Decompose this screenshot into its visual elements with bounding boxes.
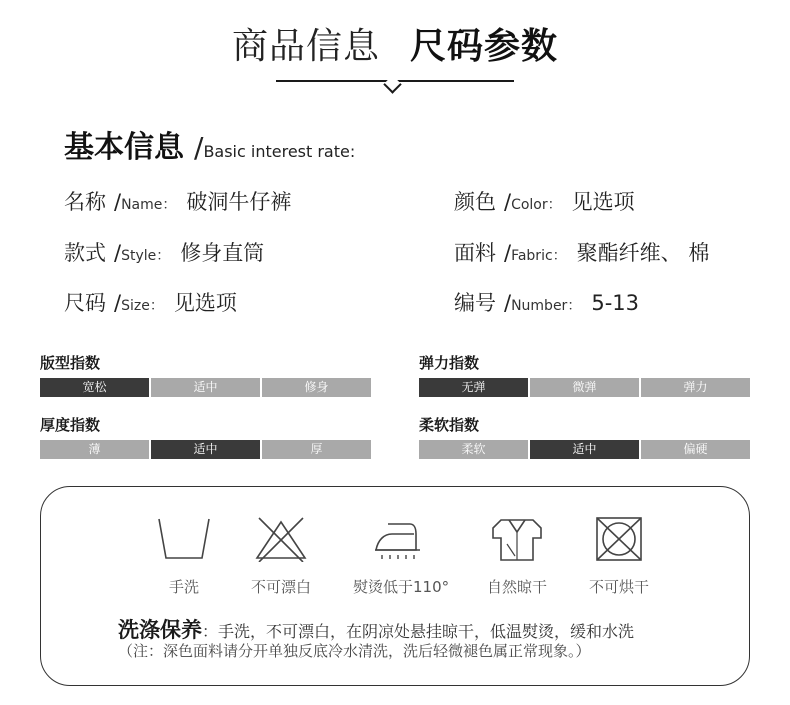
info-label: 编号 — [454, 291, 496, 315]
info-row-size — [64, 287, 237, 317]
care-label: 不可漂白 — [250, 578, 311, 596]
info-slash: / — [504, 291, 512, 315]
index-title: 厚度指数 — [40, 416, 101, 434]
info-label-en: Color： — [511, 197, 562, 213]
info-row-style — [64, 237, 264, 267]
info-label: 颜色 — [454, 190, 496, 214]
care-note: （注：深色面料请分开单独反底冷水清洗，洗后轻微褪色属正常现象。） — [118, 642, 591, 660]
index-title: 弹力指数 — [419, 354, 480, 372]
info-label: 款式 — [64, 241, 106, 265]
index-bar — [419, 378, 750, 397]
header-title-light: 商品信息 — [231, 26, 380, 67]
care-item-line-dry — [472, 516, 562, 597]
care-label: 熨烫低于110° — [353, 578, 450, 596]
no-tumble-dry-icon — [574, 516, 664, 562]
index-title: 柔软指数 — [419, 416, 480, 434]
info-label-en: Name： — [121, 197, 177, 213]
header-chevron-down-icon — [383, 75, 401, 93]
index-segment: 适中 — [151, 440, 260, 459]
info-label: 名称 — [64, 190, 106, 214]
care-body: ：手洗，不可漂白，在阴凉处悬挂晾干，低温熨烫，缓和水洗 — [202, 622, 635, 641]
info-label-en: Style： — [121, 248, 171, 264]
header-title-bold: 尺码参数 — [410, 26, 559, 67]
care-item-no-bleach — [236, 516, 326, 597]
care-label: 不可烘干 — [588, 578, 649, 596]
index-segment: 无弹 — [419, 378, 528, 397]
index-segment: 柔软 — [419, 440, 528, 459]
info-row-fabric — [454, 237, 709, 267]
no-bleach-icon — [236, 516, 326, 562]
index-softness — [419, 414, 750, 459]
index-thickness — [40, 414, 371, 459]
info-label-en: Number： — [511, 298, 582, 314]
info-value: 破洞牛仔裤 — [186, 190, 292, 214]
line-dry-icon — [472, 516, 562, 562]
hand-wash-icon — [139, 516, 229, 562]
care-item-low-iron — [353, 516, 450, 597]
info-label: 面料 — [454, 241, 496, 265]
index-segment: 宽松 — [40, 378, 149, 397]
page-header — [0, 18, 790, 68]
index-segment: 修身 — [262, 378, 371, 397]
info-row-color — [454, 186, 635, 216]
info-slash: / — [504, 241, 512, 265]
index-segment: 适中 — [151, 378, 260, 397]
low-iron-icon — [353, 516, 443, 562]
index-segment: 微弹 — [530, 378, 639, 397]
info-value: 见选项 — [173, 291, 237, 315]
info-slash: / — [114, 291, 122, 315]
care-label: 手洗 — [168, 578, 199, 596]
info-value: 见选项 — [571, 190, 635, 214]
basic-info-title — [64, 122, 355, 166]
index-segment: 偏硬 — [641, 440, 750, 459]
info-value: 聚酯纤维、 棉 — [576, 241, 710, 265]
care-title: 洗涤保养 — [118, 618, 202, 642]
care-label: 自然晾干 — [486, 578, 547, 596]
info-row-number — [454, 287, 639, 317]
info-value: 修身直筒 — [180, 241, 265, 265]
index-segment: 弹力 — [641, 378, 750, 397]
info-slash: / — [114, 190, 122, 214]
info-label: 尺码 — [64, 291, 106, 315]
info-slash: / — [504, 190, 512, 214]
index-title: 版型指数 — [40, 354, 101, 372]
info-label-en: Fabric： — [511, 248, 567, 264]
index-fit — [40, 352, 371, 397]
index-segment: 厚 — [262, 440, 371, 459]
index-elasticity — [419, 352, 750, 397]
care-item-hand-wash — [139, 516, 229, 597]
index-bar — [40, 378, 371, 397]
info-label-en: Size： — [121, 298, 164, 314]
care-item-no-tumble-dry — [574, 516, 664, 597]
info-row-name — [64, 186, 291, 216]
index-bar — [419, 440, 750, 459]
index-bar — [40, 440, 371, 459]
index-segment: 薄 — [40, 440, 149, 459]
basic-info-slash: / — [194, 131, 204, 164]
index-segment: 适中 — [530, 440, 639, 459]
basic-info-heading-en: Basic interest rate: — [203, 142, 356, 161]
info-slash: / — [114, 241, 122, 265]
info-value: 5-13 — [591, 291, 639, 315]
basic-info-heading: 基本信息 — [64, 130, 184, 165]
